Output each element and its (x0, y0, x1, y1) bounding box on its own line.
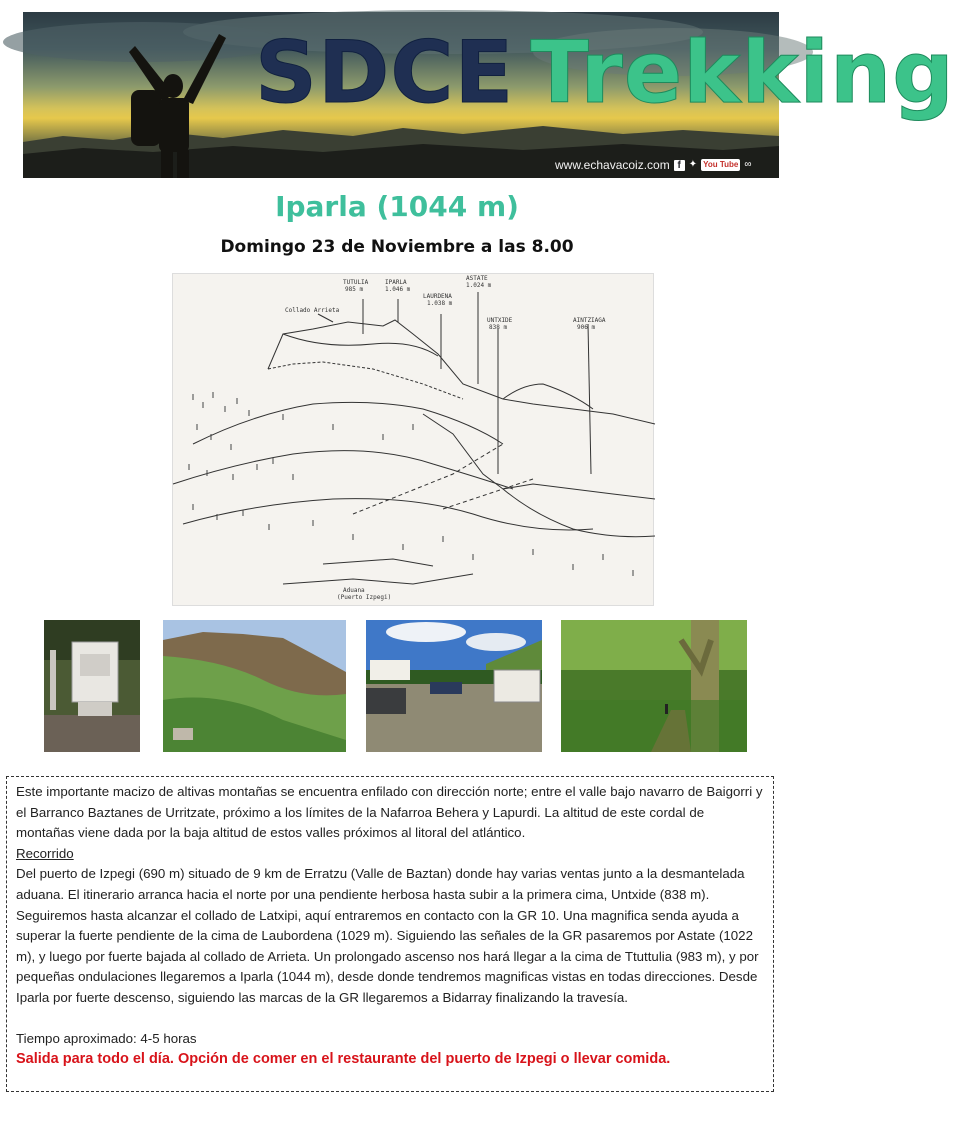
youtube-icon[interactable]: You Tube (703, 160, 739, 169)
map-label-aintziaga-alt: 906 m (577, 324, 596, 331)
mountain-drawing (173, 274, 655, 607)
route-paragraph: Del puerto de Izpegi (690 m) situado de 9 km de Erratzu (Valle de Baztan) donde hay varias ventas junto a la desmantelada aduana. El itinerario arranca hacia el norte por una pendiente herbosa hasta subir a la primera cima, Untxide (838 m). Seguiremos hasta alcanzar el collado de Latxipi, aquí entraremos en contacto con la GR 10. Una magnifica senda ayuda a superar la fuerte pendiente de la cima de Laubordena (1029 m). Siguiendo las señales de la GR pasaremos por Astate (1022 m), y luego por fuerte bajada al collado de Arrieta. Un prolongado ascenso nos hará llegar a la cima de Ttuttulia (983 m), y por pequeñas ondulaciones llegaremos a Iparla (1044 m), desde donde tendremos magnificas vistas en todas direcciones. Desde Iparla por fuerte descenso, siguiendo las marcas de la GR llegaremos a Bidarray finalizando la travesía. (16, 866, 759, 1005)
banner-footer (555, 158, 752, 172)
intro-paragraph: Este importante macizo de altivas montañas se encuentra enfilado con dirección norte; entre el valle bajo navarro de Baigorri y el Barranco Baztanes de Urritzate, próximo a los límites de la Nafarroa Behera y Lapurdi. La altitud de este cordal de montañas viene dada por la baja altitud de estos valles próximos al litoral del atlántico. (16, 784, 763, 841)
map-label-tutulia: TUTULIA (343, 279, 369, 286)
map-label-iparla: IPARLA (385, 279, 407, 286)
map-label-collado: Collado Arrieta (285, 307, 340, 314)
photo-forest-path (561, 620, 747, 752)
facebook-icon[interactable]: f (674, 160, 685, 171)
photo-ridge-landscape (163, 620, 346, 752)
map-label-aduana: Aduana (343, 587, 365, 594)
time-estimate: Tiempo aproximado: 4-5 horas (16, 1030, 197, 1046)
map-label-laurdena-alt: 1.038 m (427, 300, 453, 307)
map-label-astate-alt: 1.024 m (466, 282, 492, 289)
event-date: Domingo 23 de Noviembre a las 8.00 (220, 237, 574, 257)
event-title: Iparla (1044 m) (275, 190, 519, 223)
map-label-aduana-sub: (Puerto Izpegi) (337, 594, 392, 601)
route-heading: Recorrido (16, 845, 74, 861)
header-banner (23, 12, 955, 178)
other-icon[interactable]: ∞ (744, 159, 752, 170)
departure-note: Salida para todo el día. Opción de comer en el restaurante del puerto de Izpegi o llevar comida. (16, 1051, 671, 1068)
twitter-icon[interactable]: ✦ (688, 159, 698, 170)
description-box (6, 776, 774, 1092)
map-label-untxide-alt: 838 m (489, 324, 508, 331)
map-label-aintziaga: AINTZIAGA (573, 317, 606, 324)
map-label-untxide: UNTXIDE (487, 317, 513, 324)
website-link[interactable]: www.echavacoiz.com (555, 158, 670, 172)
banner-logo: SDCE Trekking (255, 23, 955, 123)
map-label-astate: ASTATE (466, 275, 488, 282)
route-sketch-map (172, 273, 654, 606)
map-label-laurdena: LAURDENA (423, 293, 452, 300)
map-label-tutulia-alt: 985 m (345, 286, 364, 293)
photo-boundary-marker (44, 620, 140, 752)
photo-parking (366, 620, 542, 752)
map-label-iparla-alt: 1.046 m (385, 286, 411, 293)
